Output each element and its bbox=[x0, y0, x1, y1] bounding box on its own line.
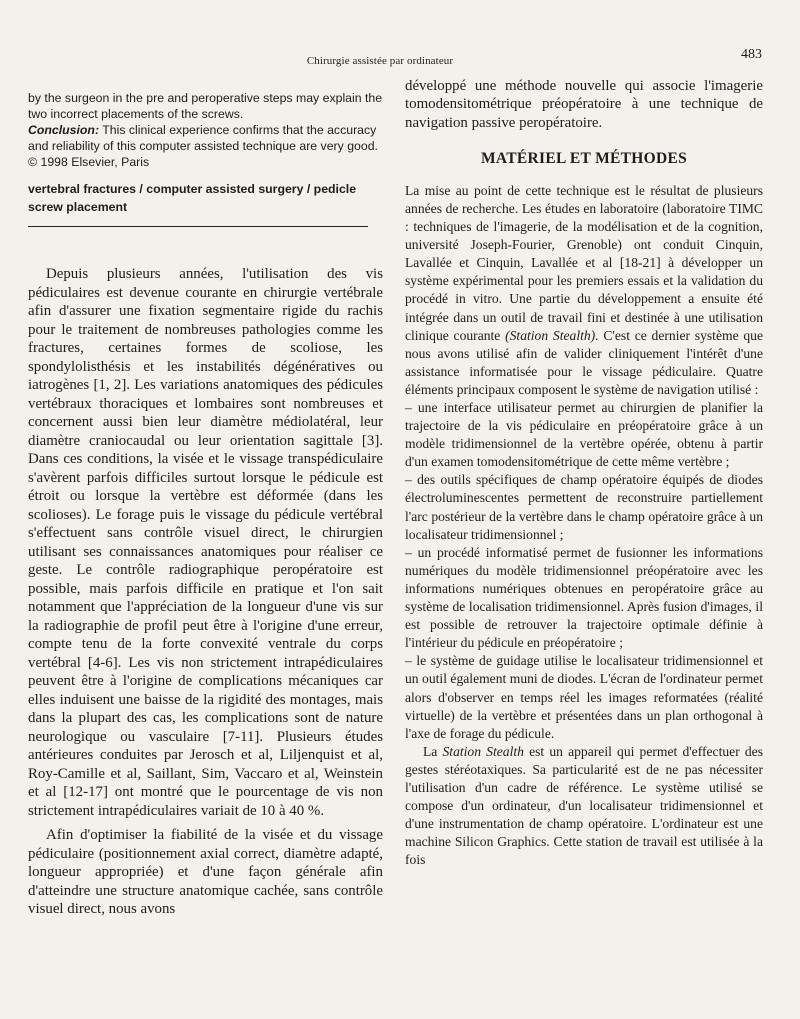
intro-paragraph-1: Depuis plusieurs années, l'utilisation des vis pédiculaires est devenue courante en chirurgie vertébrale afin d'assurer une fixation segmentaire rigide du rachis pour le traitement de nombreuses pathologies comme les fractures, certaines formes de scoliose, les spondylolisthésis et les instabilités dégénératives ou iatrogènes [1, 2]. Les variations anatomiques des pédicules vertébraux thoraciques et lombaires sont nombreuses et concernent aussi bien leur diamètre médiolatéral, leur diamètre craniocaudal ou leur orientation sagittale [3]. Dans ces conditions, la visée et le vissage transpédiculaire s'avèrent parfois difficiles surtout lorsque le pédicule est étroit ou lorsque la vertèbre est déformée (dans les scolioses). Le forage puis le vissage du pédicule vertébral s'effectuent sans contrôle visuel direct, le chirurgien utilisant ses connaissances anatomiques pour réaliser ce geste. Le contrôle radiographique peropératoire est possible, mais parfois difficile en pratique et l'on sait notamment que l'appréciation de la longueur d'une vis sur la radiographie de profil peut être à l'origine d'une erreur, compte tenu de la forte convexité ventrale du corps vertébral [4-6]. Les vis non strictement intrapédiculaires peuvent être à l'origine de complications mécaniques car elles induisent une baisse de la rigidité des montages, mais dans la plupart des cas, les complications sont de nature neurologique ou vasculaire [7-11]. Plusieurs études antérieures conduites par Jerosch et al, Liljenquist et al, Roy-Camille et al, Saillant, Sim, Vaccaro et al, Weinstein et al [12-17] ont montré que le pourcentage de vis non strictement intrapédiculaires variait de 10 à 40 %. bbox=[28, 266, 383, 819]
methods-p1-text-b: C'est ce dernier système que nous avons utilisé afin de valider cliniquement l'intérêt d'une assistance informatisée pour le vissage pédiculaire. Quatre éléments principaux composent le système de navigation utilisé : bbox=[405, 327, 763, 397]
left-column bbox=[28, 90, 383, 919]
conclusion-label: Conclusion: bbox=[28, 123, 100, 137]
methods-p2-station: Station Stealth bbox=[442, 743, 524, 759]
abstract-conclusion bbox=[28, 122, 383, 170]
methods-p2-text-b: est un appareil qui permet d'effectuer des gestes stéréotaxiques. Sa particularité est de ne pas nécessiter l'utilisation d'un cadre de référence. Le système utilisé se compose d'un ordinateur, d'un localisateur tridimensionnel et d'une instrumentation de champ opératoire. L'ordinateur est une machine Silicon Graphics. Cette station de travail est utilisée à la fois bbox=[405, 743, 764, 868]
keywords: vertebral fractures / computer assisted surgery / pedicle screw placement bbox=[28, 182, 357, 214]
running-title: Chirurgie assistée par ordinateur bbox=[306, 55, 454, 67]
list-item: – le système de guidage utilise le localisateur tridimensionnel et un outil également muni de diodes. L'écran de l'ordinateur permet alors d'observer en temps réel les images reformatées (réalité virtuelle) de la vertèbre et présentées dans un plan orthogonal à l'axe de forage du pédicule. bbox=[405, 653, 763, 741]
intro-paragraph-2: Afin d'optimiser la fiabilité de la visée et du vissage pédiculaire (positionnement axial correct, diamètre adapté, longueur appropriée) et d'une façon générale afin d'atteindre une structure anatomique cachée, sans contrôle visuel direct, nous avons bbox=[28, 827, 383, 917]
list-item: – des outils spécifiques de champ opératoire équipés de diodes électroluminescentes permettent de reconstruire partiellement l'arc postérieur de la vertèbre dans le champ opératoire grâce à un localisateur tridimensionnel ; bbox=[405, 472, 763, 542]
intro-paragraph-continuation: développé une méthode nouvelle qui associe l'imagerie tomodensitométrique préopératoire à une technique de navigation passive peropératoire. bbox=[405, 78, 763, 131]
list-item: – une interface utilisateur permet au chirurgien de planifier la trajectoire de la vis pédiculaire en préopératoire grâce à un modèle tridimensionnel de la vertèbre opérée, obtenu à partir d'un examen tomodensitométrique de cette même vertèbre ; bbox=[405, 400, 763, 470]
section-divider bbox=[28, 226, 368, 227]
methods-paragraph-1 bbox=[405, 182, 763, 399]
section-heading: MATÉRIEL ET MÉTHODES bbox=[480, 149, 688, 167]
conclusion-text: This clinical experience confirms that the accuracy and reliability of this computer assisted technique are very good. © 1998 Elsevier, Paris bbox=[28, 123, 378, 169]
list-item: – un procédé informatisé permet de fusionner les informations numériques du modèle tridimensionnel préopératoire avec les informations numériques obtenues en peropératoire grâce au système de localisation tridimensionnel. Après fusion d'images, il est possible de retrouver la trajectoire optimale définie à l'intérieur du pédicule en préopératoire ; bbox=[405, 544, 763, 651]
right-column bbox=[405, 77, 763, 869]
methods-paragraph-2 bbox=[405, 743, 763, 870]
abstract-continuation bbox=[28, 90, 383, 170]
methods-p2-text-a: La bbox=[423, 743, 443, 759]
page-number: 483 bbox=[741, 47, 762, 62]
methods-p1-text-a: La mise au point de cette technique est le résultat de plusieurs années de recherche. Les études en laboratoire (laboratoire TIMC : techniques de l'imagerie, de la modélisation et de la cognition, université Joseph-Fourier, Grenoble) ont conduit Cinquin, Lavallée et Cinquin, Lavallée et al [18-21] à développer un système expérimental pour les premiers essais et la validation du procédé in vitro. Une partie du développement a ensuite été intégrée dans un outil de travail fini et destinée à une utilisation clinique courante bbox=[405, 182, 763, 343]
abstract-line: by the surgeon in the pre and peroperative steps may explain the two incorrect placements of the screws. bbox=[28, 91, 383, 121]
methods-p1-station: (Station Stealth). bbox=[505, 327, 599, 343]
